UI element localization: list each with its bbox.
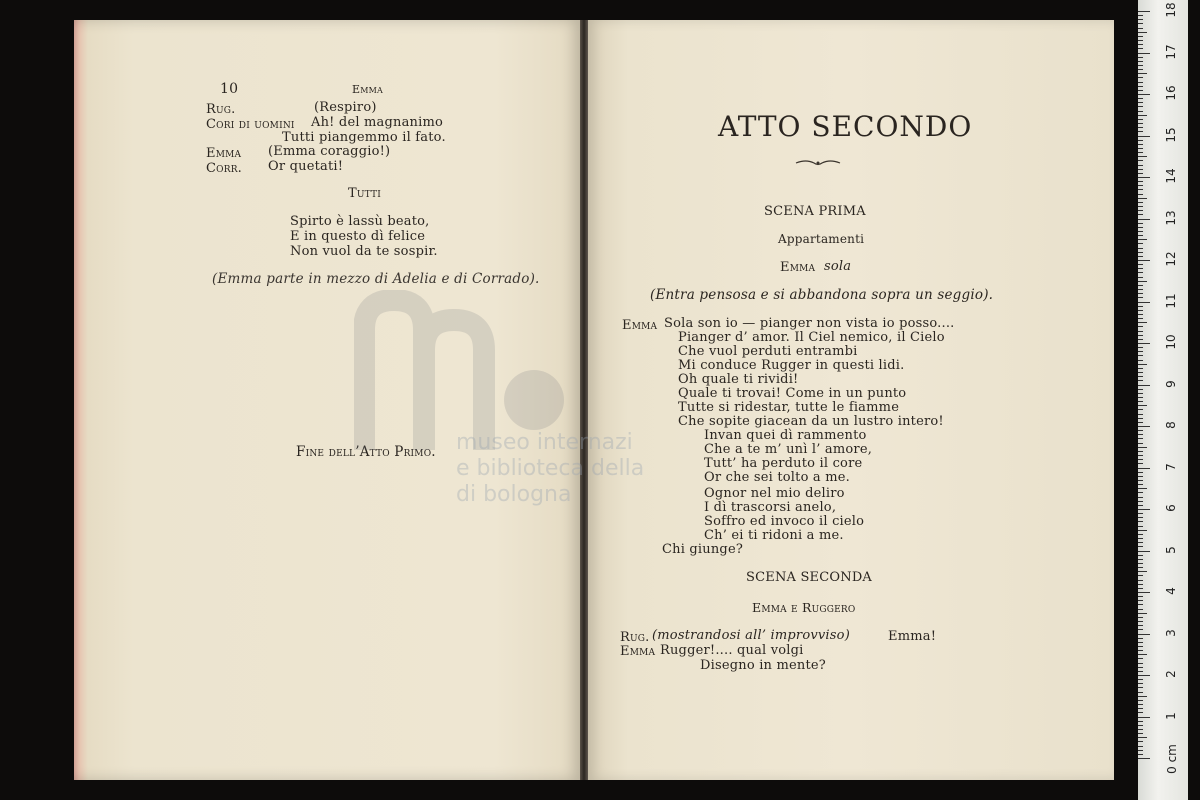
ruler-minor-tick: [1138, 501, 1143, 502]
monologue-line: Che vuol perduti entrambi: [678, 344, 858, 359]
ruler-minor-tick: [1138, 202, 1143, 203]
running-head: Emma: [352, 83, 383, 96]
emma-sola-note: sola: [824, 259, 852, 274]
verse-line: Non vuol da te sospir.: [290, 244, 438, 259]
ruler-minor-tick: [1138, 243, 1143, 244]
ruler-number: 15: [1164, 126, 1178, 143]
act-title: ATTO SECONDO: [718, 110, 973, 143]
ruler-minor-tick: [1138, 621, 1143, 622]
ruler-minor-tick: [1138, 214, 1143, 215]
monologue-line: Quale ti trovai! Come in un punto: [678, 386, 907, 401]
monologue-line: Tutte si ridestar, tutte le fiamme: [678, 400, 900, 415]
ruler-minor-tick: [1138, 696, 1147, 697]
ruler-number: 16: [1164, 85, 1178, 101]
ruler-number: 1: [1164, 711, 1178, 720]
ruler-minor-tick: [1138, 484, 1143, 485]
ruler-number: 18: [1164, 2, 1178, 18]
ruler-minor-tick: [1138, 326, 1143, 327]
scene1-setting: Appartamenti: [778, 232, 865, 246]
speaker-emma: Emma: [206, 146, 242, 161]
ruler-number: 10: [1164, 334, 1178, 350]
ruler-minor-tick: [1138, 687, 1143, 688]
monologue-line: Ognor nel mio deliro: [704, 486, 845, 501]
ruler-minor-tick: [1138, 248, 1143, 249]
monologue-line: Oh quale ti rividi!: [678, 372, 799, 387]
ruler-minor-tick: [1138, 73, 1147, 74]
ruler-minor-tick: [1138, 725, 1143, 726]
ruler-minor-tick: [1138, 646, 1143, 647]
ruler-tick: [1138, 551, 1150, 552]
tutti-heading: Tutti: [348, 186, 381, 201]
ruler-minor-tick: [1138, 173, 1143, 174]
ruler-minor-tick: [1138, 322, 1147, 323]
ruler-number: 2: [1164, 670, 1178, 678]
ruler-minor-tick: [1138, 152, 1143, 153]
ruler-minor-tick: [1138, 526, 1143, 527]
ruler-minor-tick: [1138, 721, 1143, 722]
ruler-minor-tick: [1138, 119, 1143, 120]
ruler-tick: [1138, 136, 1150, 137]
monologue-line: Che a te m’ unì l’ amore,: [704, 442, 873, 457]
ruler-minor-tick: [1138, 746, 1143, 747]
ruler-number: 8: [1164, 421, 1178, 429]
monologue-line: Soffro ed invoco il cielo: [704, 514, 865, 529]
ruler-minor-tick: [1138, 629, 1143, 630]
ruler-minor-tick: [1138, 679, 1143, 680]
ruler-minor-tick: [1138, 667, 1143, 668]
ruler-number: 3: [1164, 628, 1178, 637]
rug-line: Emma!: [888, 629, 937, 644]
ruler-minor-tick: [1138, 40, 1143, 41]
ruler-number: 17: [1164, 43, 1178, 60]
monologue-line: Chi giunge?: [662, 542, 744, 557]
ruler-minor-tick: [1138, 48, 1143, 49]
ruler-minor-tick: [1138, 443, 1143, 444]
ruler-tick: [1138, 94, 1150, 95]
ruler-number: 9: [1164, 379, 1178, 388]
ruler-minor-tick: [1138, 86, 1143, 87]
verse-line: E in questo dì felice: [290, 229, 426, 244]
ruler-minor-tick: [1138, 733, 1143, 734]
ruler-tick: [1138, 219, 1150, 220]
ruler-minor-tick: [1138, 409, 1143, 410]
ruler-minor-tick: [1138, 617, 1143, 618]
ruler-minor-tick: [1138, 613, 1147, 614]
ruler-minor-tick: [1138, 355, 1143, 356]
ruler-minor-tick: [1138, 223, 1143, 224]
ruler-minor-tick: [1138, 704, 1143, 705]
rug-speaker: Rug.: [620, 630, 650, 645]
ruler-minor-tick: [1138, 90, 1143, 91]
ruler-minor-tick: [1138, 264, 1143, 265]
ruler-minor-tick: [1138, 144, 1143, 145]
ruler-minor-tick: [1138, 272, 1143, 273]
ruler-tick: [1138, 634, 1150, 635]
ruler-minor-tick: [1138, 505, 1143, 506]
ruler-minor-tick: [1138, 185, 1143, 186]
emma-sola-speaker: Emma: [780, 260, 816, 275]
open-book: [74, 20, 1114, 780]
ruler-minor-tick: [1138, 571, 1147, 572]
ruler-minor-tick: [1138, 521, 1143, 522]
ruler-minor-tick: [1138, 580, 1143, 581]
ruler-minor-tick: [1138, 252, 1143, 253]
ruler-minor-tick: [1138, 712, 1143, 713]
monologue-speaker: Emma: [622, 318, 658, 333]
ruler-minor-tick: [1138, 700, 1143, 701]
ruler-minor-tick: [1138, 314, 1143, 315]
ruler-unit-label: 0 cm: [1165, 744, 1179, 774]
verse-line: Spirto è lassù beato,: [290, 214, 430, 229]
ruler-minor-tick: [1138, 492, 1143, 493]
ruler-minor-tick: [1138, 181, 1143, 182]
ruler-minor-tick: [1138, 430, 1143, 431]
ruler-minor-tick: [1138, 476, 1143, 477]
ruler-minor-tick: [1138, 111, 1143, 112]
ruler-minor-tick: [1138, 57, 1143, 58]
ruler-minor-tick: [1138, 530, 1147, 531]
ruler-tick: [1138, 509, 1150, 510]
ruler-minor-tick: [1138, 339, 1143, 340]
ruler-minor-tick: [1138, 123, 1143, 124]
ruler-minor-tick: [1138, 160, 1143, 161]
line-coraggio: (Emma coraggio!): [268, 144, 391, 159]
ruler-number: 4: [1164, 587, 1178, 595]
ruler-minor-tick: [1138, 69, 1143, 70]
ruler-minor-tick: [1138, 658, 1143, 659]
ruler-minor-tick: [1138, 165, 1143, 166]
ruler-minor-tick: [1138, 555, 1143, 556]
ruler-minor-tick: [1138, 625, 1143, 626]
scene1-title: SCENA PRIMA: [764, 204, 866, 219]
ruler-minor-tick: [1138, 480, 1143, 481]
ruler-minor-tick: [1138, 517, 1143, 518]
ruler-minor-tick: [1138, 434, 1143, 435]
ruler-minor-tick: [1138, 82, 1143, 83]
ruler-minor-tick: [1138, 455, 1143, 456]
ruler-minor-tick: [1138, 692, 1143, 693]
speaker-corr: Corr.: [206, 161, 243, 176]
ruler-minor-tick: [1138, 306, 1143, 307]
scene2-title: SCENA SECONDA: [746, 570, 873, 585]
ruler-tick: [1138, 11, 1150, 12]
ruler-minor-tick: [1138, 65, 1143, 66]
ruler-minor-tick: [1138, 750, 1143, 751]
ruler-minor-tick: [1138, 671, 1143, 672]
ruler-minor-tick: [1138, 683, 1143, 684]
rug-direction: (mostrandosi all’ improvviso): [652, 628, 850, 643]
ruler-minor-tick: [1138, 567, 1143, 568]
monologue-line: I dì trascorsi anelo,: [704, 500, 837, 515]
ruler-minor-tick: [1138, 256, 1143, 257]
monologue-line: Ch’ ei ti ridoni a me.: [704, 528, 844, 543]
ruler-minor-tick: [1138, 210, 1143, 211]
ruler-minor-tick: [1138, 741, 1143, 742]
ruler-minor-tick: [1138, 115, 1147, 116]
ruler-minor-tick: [1138, 405, 1147, 406]
ruler-number: 7: [1164, 462, 1178, 471]
ruler-minor-tick: [1138, 127, 1143, 128]
ruler-tick: [1138, 385, 1150, 386]
speaker-rug: Rug.: [206, 102, 236, 117]
stage-direction: (Emma parte in mezzo di Adelia e di Corrado).: [212, 271, 540, 287]
ruler-minor-tick: [1138, 663, 1143, 664]
ruler-minor-tick: [1138, 754, 1143, 755]
ruler-minor-tick: [1138, 422, 1143, 423]
ruler-minor-tick: [1138, 393, 1143, 394]
ruler-minor-tick: [1138, 331, 1143, 332]
monologue-line: Or che sei tolto a me.: [704, 470, 850, 485]
left-page: [74, 20, 580, 780]
ruler-minor-tick: [1138, 447, 1147, 448]
ruler-minor-tick: [1138, 194, 1143, 195]
ruler-minor-tick: [1138, 459, 1143, 460]
ruler-minor-tick: [1138, 156, 1147, 157]
ruler-tick: [1138, 177, 1150, 178]
ruler-minor-tick: [1138, 235, 1143, 236]
ruler-minor-tick: [1138, 389, 1143, 390]
ruler-minor-tick: [1138, 604, 1143, 605]
ruler-minor-tick: [1138, 23, 1143, 24]
ruler-minor-tick: [1138, 169, 1143, 170]
ruler-tick: [1138, 302, 1150, 303]
ruler-minor-tick: [1138, 61, 1143, 62]
ruler-minor-tick: [1138, 277, 1143, 278]
ruler-minor-tick: [1138, 364, 1147, 365]
ruler-minor-tick: [1138, 32, 1147, 33]
ruler-minor-tick: [1138, 463, 1143, 464]
ruler-minor-tick: [1138, 310, 1143, 311]
monologue-line: Pianger d’ amor. Il Ciel nemico, il Cielo: [678, 330, 945, 345]
end-of-act: Fine dell’Atto Primo.: [296, 444, 436, 460]
line-magnanimo: Ah! del magnanimo: [311, 115, 444, 130]
watermark-text: museo internazi e biblioteca della di bologna: [456, 430, 645, 507]
ruler-minor-tick: [1138, 451, 1143, 452]
line-piangemmo: Tutti piangemmo il fato.: [282, 130, 446, 145]
ruler-minor-tick: [1138, 609, 1143, 610]
ruler-number: 5: [1164, 545, 1178, 554]
ruler-minor-tick: [1138, 654, 1147, 655]
ruler-minor-tick: [1138, 488, 1147, 489]
ruler-minor-tick: [1138, 15, 1143, 16]
ruler-minor-tick: [1138, 44, 1143, 45]
ruler-minor-tick: [1138, 376, 1143, 377]
ruler-minor-tick: [1138, 414, 1143, 415]
ruler-minor-tick: [1138, 297, 1143, 298]
ruler-number: 11: [1164, 292, 1178, 309]
ruler-minor-tick: [1138, 418, 1143, 419]
ruler-minor-tick: [1138, 600, 1143, 601]
ruler-tick: [1138, 53, 1150, 54]
ruler-minor-tick: [1138, 542, 1143, 543]
ruler-tick: [1138, 717, 1150, 718]
ruler-minor-tick: [1138, 575, 1143, 576]
ruler-minor-tick: [1138, 513, 1143, 514]
ruler-minor-tick: [1138, 497, 1143, 498]
ruler-tick: [1138, 675, 1150, 676]
ruler-minor-tick: [1138, 198, 1147, 199]
ruler-minor-tick: [1138, 708, 1143, 709]
ruler-minor-tick: [1138, 98, 1143, 99]
ruler-minor-tick: [1138, 563, 1143, 564]
ruler-minor-tick: [1138, 584, 1143, 585]
stage-direction-scene1: (Entra pensosa e si abbandona sopra un seggio).: [650, 287, 994, 303]
ruler-minor-tick: [1138, 77, 1143, 78]
speaker-cori: Cori di uomini: [206, 117, 295, 132]
ruler-number: 13: [1164, 209, 1178, 226]
ruler-minor-tick: [1138, 227, 1143, 228]
ruler-minor-tick: [1138, 588, 1143, 589]
ruler-tick: [1138, 343, 1150, 344]
ruler-minor-tick: [1138, 36, 1143, 37]
scene2-characters: Emma e Ruggero: [752, 600, 856, 615]
ruler-minor-tick: [1138, 293, 1143, 294]
ruler-number: 14: [1164, 168, 1178, 184]
ruler-minor-tick: [1138, 559, 1143, 560]
ruler-minor-tick: [1138, 131, 1143, 132]
ruler-number: 12: [1164, 251, 1178, 267]
ruler-minor-tick: [1138, 397, 1143, 398]
ruler-minor-tick: [1138, 596, 1143, 597]
ruler-tick: [1138, 260, 1150, 261]
emma2-line: Disegno in mente?: [700, 658, 826, 673]
page-number: 10: [220, 81, 239, 97]
ruler-minor-tick: [1138, 351, 1143, 352]
ruler-minor-tick: [1138, 472, 1143, 473]
ruler-minor-tick: [1138, 729, 1143, 730]
ruler-minor-tick: [1138, 638, 1143, 639]
ruler-minor-tick: [1138, 206, 1143, 207]
ruler-minor-tick: [1138, 368, 1143, 369]
ruler-minor-tick: [1138, 360, 1143, 361]
monologue-line: Mi conduce Rugger in questi lidi.: [678, 358, 905, 373]
ruler-minor-tick: [1138, 335, 1143, 336]
ruler-minor-tick: [1138, 538, 1143, 539]
ruler-minor-tick: [1138, 534, 1143, 535]
ruler-minor-tick: [1138, 642, 1143, 643]
ruler-minor-tick: [1138, 650, 1143, 651]
ruler-minor-tick: [1138, 438, 1143, 439]
monologue-line: Tutt’ ha perduto il core: [704, 456, 863, 471]
monologue-line: Sola son io — pianger non vista io posso....: [664, 316, 955, 331]
ruler-minor-tick: [1138, 148, 1143, 149]
ruler-minor-tick: [1138, 268, 1143, 269]
ruler-minor-tick: [1138, 737, 1147, 738]
book-gutter: [580, 20, 588, 780]
right-page: [588, 20, 1114, 780]
ruler-number: 6: [1164, 504, 1178, 512]
ruler-minor-tick: [1138, 189, 1143, 190]
line-quetati: Or quetati!: [268, 159, 344, 174]
ruler-minor-tick: [1138, 19, 1143, 20]
ruler-minor-tick: [1138, 289, 1143, 290]
ruler-tick: [1138, 426, 1150, 427]
ruler-minor-tick: [1138, 140, 1143, 141]
measuring-ruler: [1138, 0, 1188, 800]
ruler-minor-tick: [1138, 546, 1143, 547]
emma2-line: Rugger!.... qual volgi: [660, 643, 804, 658]
ruler-minor-tick: [1138, 281, 1147, 282]
ruler-minor-tick: [1138, 372, 1143, 373]
ruler-minor-tick: [1138, 28, 1143, 29]
ruler-minor-tick: [1138, 285, 1143, 286]
ornament-divider-icon: [794, 158, 842, 168]
ruler-minor-tick: [1138, 106, 1143, 107]
ruler-tick: [1138, 592, 1150, 593]
ruler-tick: [1138, 758, 1150, 759]
ruler-minor-tick: [1138, 380, 1143, 381]
emma2-speaker: Emma: [620, 644, 656, 659]
ruler-minor-tick: [1138, 102, 1143, 103]
monologue-line: Invan quei dì rammento: [704, 428, 867, 443]
line-respiro: (Respiro): [314, 100, 377, 115]
ruler-minor-tick: [1138, 401, 1143, 402]
ruler-minor-tick: [1138, 231, 1143, 232]
monologue-line: Che sopite giacean da un lustro intero!: [678, 414, 944, 429]
ruler-minor-tick: [1138, 318, 1143, 319]
ruler-minor-tick: [1138, 239, 1147, 240]
ruler-tick: [1138, 468, 1150, 469]
ruler-minor-tick: [1138, 347, 1143, 348]
